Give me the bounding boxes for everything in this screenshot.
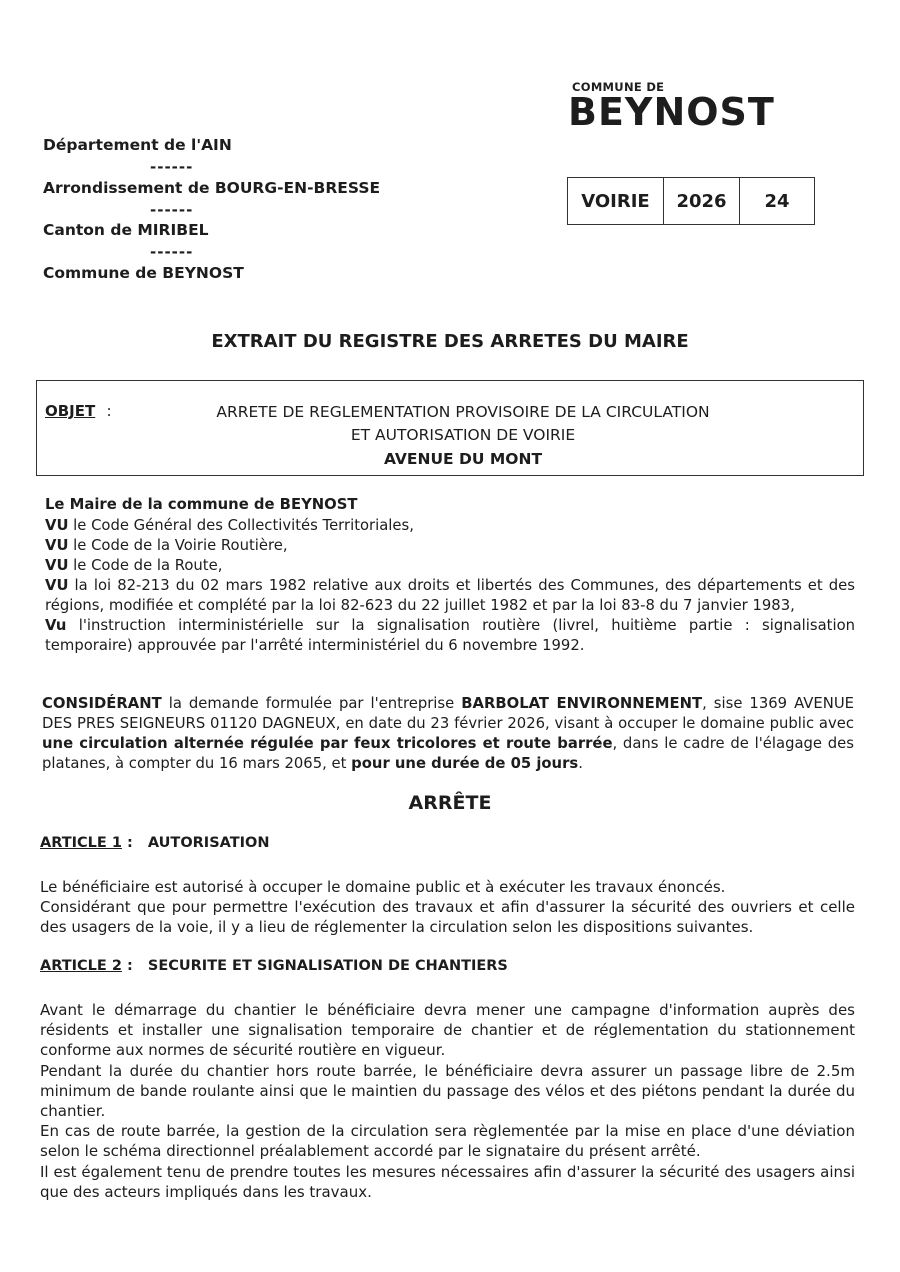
arrete-heading: ARRÊTE: [408, 792, 492, 814]
article-2-paragraph: Il est également tenu de prendre toutes les mesures nécessaires afin d'assurer la sécurité des usagers ainsi que des acteurs impliqués dans les travaux.: [40, 1162, 855, 1201]
document-title: EXTRAIT DU REGISTRE DES ARRETES DU MAIRE: [211, 331, 689, 352]
visa-item: [45, 516, 855, 536]
article-1-sep: :: [121, 835, 133, 851]
objet-label: OBJET: [45, 402, 96, 420]
visa-text: le Code de la Voirie Routière,: [68, 537, 288, 554]
article-2-heading: [40, 958, 508, 974]
visa-lead: VU: [45, 537, 69, 554]
visa-item: [45, 576, 855, 616]
reference-service: VOIRIE: [568, 178, 664, 224]
article-2-paragraph: Pendant la durée du chantier hors route barrée, le bénéficiaire devra assurer un passage libre de 2.5m minimum de bande roulante ainsi que le maintien du passage des vélos et des piétons pendant la durée du chantier.: [40, 1061, 855, 1121]
visa-lead: VU: [45, 577, 69, 594]
visa-text: le Code Général des Collectivités Territoriales,: [68, 517, 414, 534]
article-2-paragraph: En cas de route barrée, la gestion de la circulation sera règlementée par la mise en place d'une déviation selon le schéma directionnel préalablement accordé par le signataire du présent arrêté.: [40, 1122, 855, 1161]
article-1-body: [40, 877, 855, 938]
article-2-body: [40, 1000, 855, 1202]
reference-number: 24: [764, 190, 790, 212]
logo-beynost: BEYNOST: [568, 90, 775, 134]
maire-intro: Le Maire de la commune de BEYNOST: [45, 496, 358, 513]
visa-lead: VU: [45, 517, 69, 534]
objet-line-3: AVENUE DU MONT: [383, 450, 543, 468]
article-1-title: AUTORISATION: [147, 835, 270, 851]
duration: pour une durée de 05 jours: [351, 755, 579, 772]
visas-list: [45, 516, 855, 656]
considerant-text: la demande formulée par l'entreprise: [161, 695, 462, 712]
article-2-title: SECURITE ET SIGNALISATION DE CHANTIERS: [147, 958, 508, 974]
visa-text: le Code de la Route,: [68, 557, 223, 574]
traffic-measure: une circulation alternée régulée par feux tricolores et route barrée: [42, 735, 613, 752]
visa-lead: VU: [45, 557, 69, 574]
separator: ------: [150, 243, 194, 261]
separator: ------: [150, 158, 194, 176]
considerant-text: , dans le cadre de l'élagage des platanes, à compter du 16 mars 2065, et: [42, 735, 854, 772]
considerant-lead: CONSIDÉRANT: [42, 695, 162, 712]
considerant-text: .: [578, 755, 583, 772]
objet-line-2: ET AUTORISATION DE VOIRIE: [350, 426, 576, 444]
considerant-paragraph: [42, 694, 854, 774]
article-2-label: ARTICLE 2: [40, 958, 122, 974]
article-1-line: Considérant que pour permettre l'exécution des travaux et afin d'assurer la sécurité des ouvriers et celle des usagers de la voie, il y a lieu de réglementer la circulation selon les dispositions suivantes.: [40, 898, 855, 937]
reference-year: 2026: [664, 178, 740, 224]
company-name: BARBOLAT ENVIRONNEMENT: [461, 695, 703, 712]
reference-box: [567, 177, 815, 225]
article-1-line: Le bénéficiaire est autorisé à occuper le domaine public et à exécuter les travaux énoncés.: [40, 878, 726, 896]
visa-text: la loi 82-213 du 02 mars 1982 relative aux droits et libertés des Communes, des départements et des régions, modifiée et complété par la loi 82-623 du 22 juillet 1982 et par la loi 83-8 du 7 janvier 1983,: [45, 577, 855, 614]
departement-line: Département de l'AIN: [43, 136, 232, 154]
logo-commune-de: COMMUNE DE: [572, 80, 665, 94]
article-1-label: ARTICLE 1: [40, 835, 122, 851]
separator: ------: [150, 201, 194, 219]
visa-item: [45, 536, 855, 556]
article-2-sep: :: [121, 958, 133, 974]
arrondissement-line: Arrondissement de BOURG-EN-BRESSE: [43, 179, 381, 197]
article-2-paragraph: Avant le démarrage du chantier le bénéficiaire devra mener une campagne d'information auprès des résidents et installer une signalisation temporaire de chantier et de réglementation du stationnement conforme aux normes de sécurité routière en vigueur.: [40, 1001, 855, 1060]
considerant-text: , sise 1369 AVENUE DES PRES SEIGNEURS 01120 DAGNEUX, en date du 23 février 2026, visant à occuper le domaine public avec: [42, 695, 854, 732]
commune-line: Commune de BEYNOST: [43, 264, 244, 282]
article-1-heading: [40, 835, 270, 851]
objet-line-1: ARRETE DE REGLEMENTATION PROVISOIRE DE LA CIRCULATION: [216, 403, 710, 421]
visa-item: [45, 556, 855, 576]
canton-line: Canton de MIRIBEL: [43, 221, 209, 239]
objet-colon: :: [106, 402, 112, 420]
visa-lead: Vu: [45, 617, 67, 634]
visa-item: [45, 616, 855, 656]
visa-text: l'instruction interministérielle sur la signalisation routière (livrel, huitième partie : signalisation temporaire) approuvée par l'arrêté interministériel du 6 novembre 1992.: [45, 617, 855, 654]
